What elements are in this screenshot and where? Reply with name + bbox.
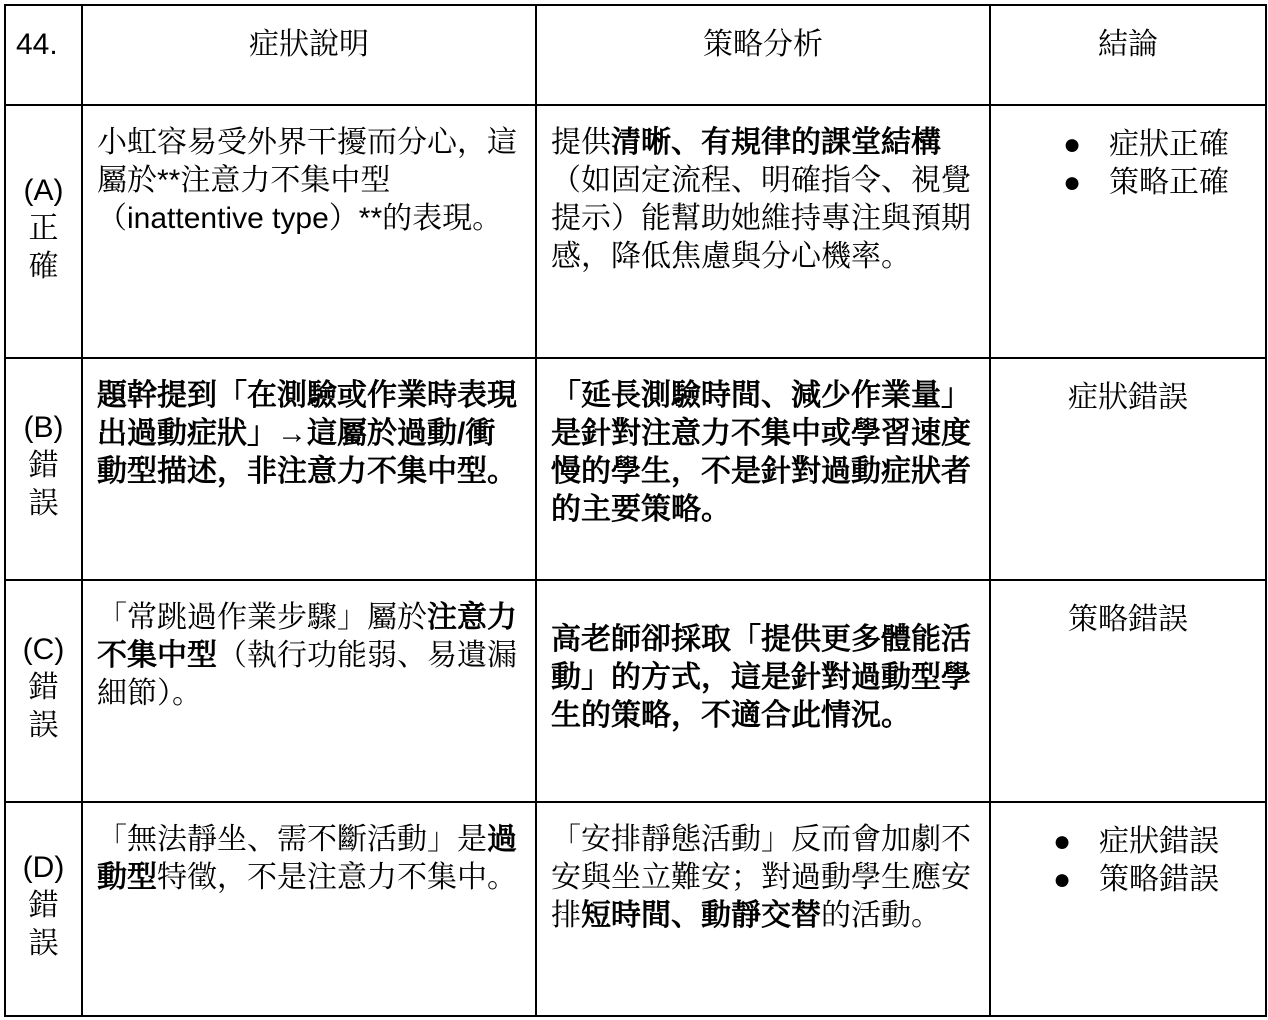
symptom-cell — [82, 105, 536, 358]
strategy-text: 「安排靜態活動」反而會加劇不安與坐立難安；對過動學生應安排 — [551, 823, 971, 932]
option-letter: (A) — [23, 173, 64, 207]
conclusion-cell — [990, 802, 1266, 1016]
bullet-icon: ● — [1063, 128, 1082, 161]
option-label — [5, 802, 82, 1016]
conclusion-text: 症狀正確 — [1109, 128, 1229, 161]
strategy-bold: 「延長測驗時間、減少作業量」是針對注意力不集中或學習速度慢的學生，不是針對過動症狀者的主要策略。 — [551, 379, 971, 526]
strategy-cell — [536, 580, 990, 802]
header-symptom: 症狀說明 — [82, 5, 536, 105]
bullet-icon: ● — [1063, 166, 1082, 199]
conclusion-cell: 策略錯誤 — [990, 580, 1266, 802]
symptom-text: （執行功能弱、易遺漏細節）。 — [97, 639, 517, 710]
header-conclusion: 結論 — [990, 5, 1266, 105]
strategy-bold: 高老師卻採取「提供更多體能活動」的方式，這是針對過動型學生的策略，不適合此情況。 — [551, 623, 971, 732]
conclusion-list — [991, 126, 1265, 202]
header-row — [5, 5, 1266, 105]
conclusion-list — [991, 823, 1265, 899]
option-label — [5, 105, 82, 358]
table-row — [5, 358, 1266, 580]
strategy-text: 的活動。 — [821, 899, 941, 932]
option-label — [5, 580, 82, 802]
table-row — [5, 802, 1266, 1016]
bullet-icon: ● — [1053, 863, 1072, 896]
conclusion-text: 症狀錯誤 — [1099, 825, 1219, 858]
conclusion-cell — [990, 105, 1266, 358]
conclusion-text: 策略錯誤 — [1099, 863, 1219, 896]
option-verdict-char: 錯 — [28, 889, 59, 922]
list-item — [991, 126, 1265, 164]
strategy-bold: 清晰、有規律的課堂結構 — [611, 126, 941, 159]
symptom-bold: 注意力不集中型 — [97, 601, 517, 672]
symptom-bold: 過動型 — [97, 823, 517, 894]
strategy-cell — [536, 105, 990, 358]
symptom-text: 「無法靜坐、需不斷活動」是 — [97, 823, 487, 856]
bullet-icon: ● — [1053, 825, 1072, 858]
option-verdict-char: 正 — [28, 211, 59, 245]
symptom-text: 「常跳過作業步驟」屬於 — [97, 601, 427, 634]
option-verdict-char: 錯 — [28, 449, 59, 482]
list-item — [991, 164, 1265, 202]
option-verdict-char: 誤 — [28, 927, 59, 960]
strategy-text: 提供 — [551, 126, 611, 159]
symptom-cell — [82, 580, 536, 802]
list-item — [991, 861, 1265, 899]
option-verdict-char: 誤 — [28, 487, 59, 520]
table-row — [5, 580, 1266, 802]
symptom-cell — [82, 358, 536, 580]
symptom-cell — [82, 802, 536, 1016]
symptom-text: 特徵，不是注意力不集中。 — [157, 861, 517, 894]
list-item — [991, 823, 1265, 861]
option-label — [5, 358, 82, 580]
conclusion-text: 策略正確 — [1109, 166, 1229, 199]
header-strategy: 策略分析 — [536, 5, 990, 105]
option-verdict-char: 確 — [28, 249, 59, 283]
answer-analysis-table — [4, 4, 1267, 1017]
question-number: 44. — [5, 5, 82, 105]
option-verdict-char: 錯 — [28, 671, 59, 704]
symptom-text: 小虹容易受外界干擾而分心，這屬於**注意力不集中型（inattentive type）**的表現。 — [97, 126, 517, 235]
option-verdict-char: 誤 — [28, 709, 59, 742]
option-letter: (C) — [22, 633, 65, 666]
option-letter: (B) — [23, 411, 64, 444]
strategy-cell — [536, 358, 990, 580]
option-letter: (D) — [22, 851, 65, 884]
strategy-text: （如固定流程、明確指令、視覺提示）能幫助她維持專注與預期感，降低焦慮與分心機率。 — [551, 164, 971, 273]
strategy-cell — [536, 802, 990, 1016]
conclusion-cell: 症狀錯誤 — [990, 358, 1266, 580]
symptom-bold: 題幹提到「在測驗或作業時表現出過動症狀」→這屬於過動/衝動型描述，非注意力不集中型。 — [97, 379, 517, 488]
table-row — [5, 105, 1266, 358]
strategy-bold: 短時間、動靜交替 — [581, 899, 821, 932]
